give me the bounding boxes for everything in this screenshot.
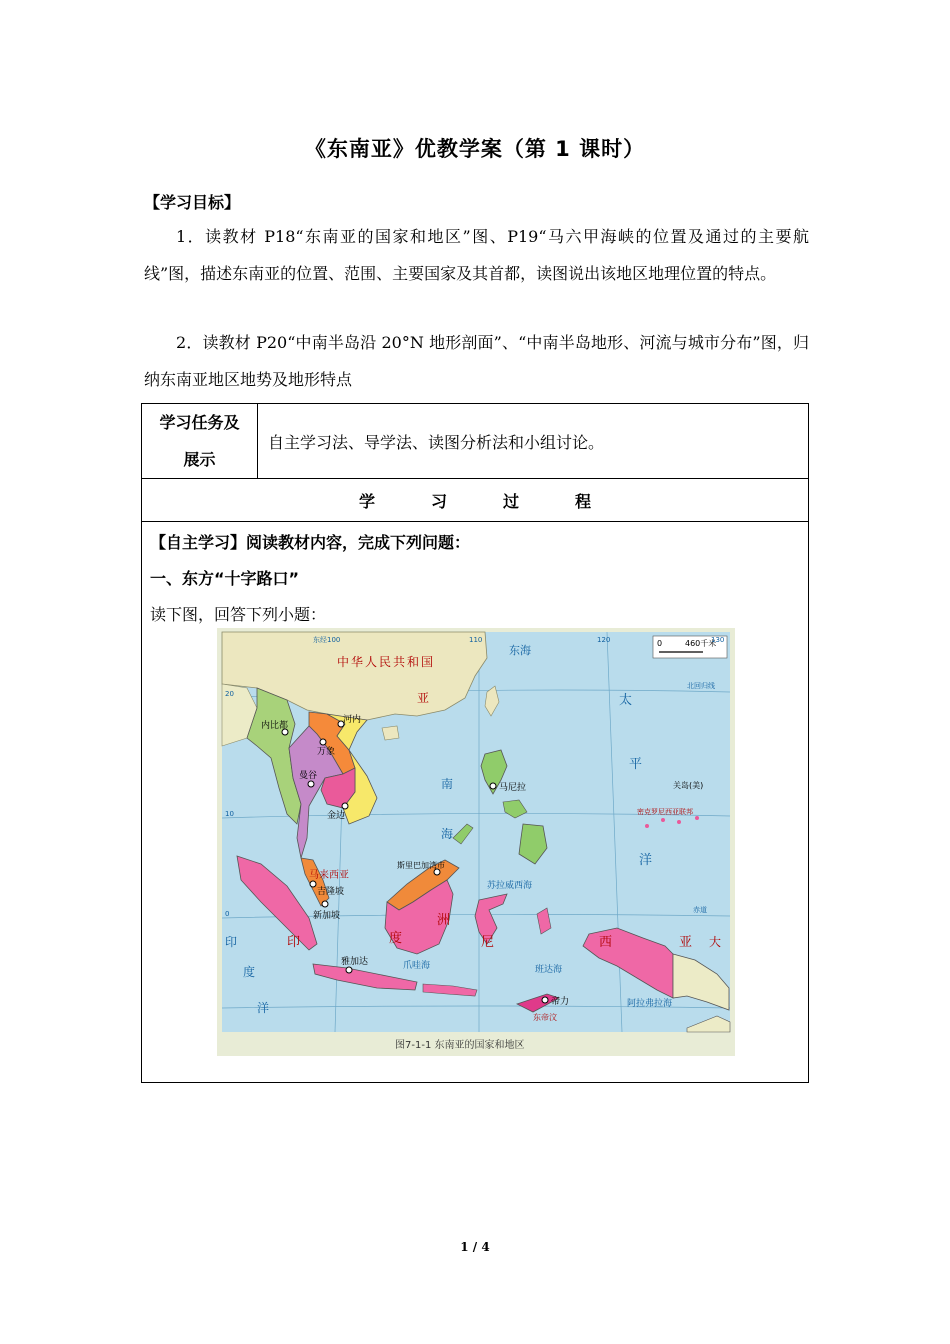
china-label: 中华人民共和国 <box>337 655 436 669</box>
timor-label: 东帝汶 <box>533 1013 557 1022</box>
process-body <box>142 522 809 1083</box>
micronesia-label: 密克罗尼西亚联邦 <box>637 808 693 816</box>
indonesia-label-1: 印 <box>287 935 301 950</box>
instruction-text: 读下图，回答下列小题： <box>150 605 327 624</box>
bsb-label: 斯里巴加湾市 <box>397 861 445 870</box>
indian-ocean-label-1: 印 <box>225 935 238 949</box>
pacific-label-2: 平 <box>629 757 643 772</box>
south-china-sea-label-1: 南 <box>441 777 454 791</box>
lon-110-label: 110 <box>469 636 483 644</box>
hanoi-label: 河内 <box>343 715 362 725</box>
scale-zero: 0 <box>657 639 663 648</box>
asia-label: 亚 <box>417 691 430 705</box>
jakarta-label: 雅加达 <box>341 957 369 967</box>
lat-10-label: 10 <box>225 810 234 818</box>
map-caption: 图7-1-1 东南亚的国家和地区 <box>395 1040 525 1051</box>
objective-1: 1．读教材 P18“东南亚的国家和地区”图、P19“马六甲海峡的位置及通过的主要航线”图，描述东南亚的位置、范围、主要国家及其首都，读图说出该地区地理位置的特点。 <box>144 227 809 283</box>
naypyidaw-label: 内比都 <box>261 721 289 731</box>
singapore-label: 新加坡 <box>313 911 341 921</box>
page-number: 1 / 4 <box>460 1240 490 1254</box>
java-sea-label: 爪哇海 <box>403 961 431 971</box>
manila-label: 马尼拉 <box>499 783 527 793</box>
malaysia-label: 马来西亚 <box>309 870 349 881</box>
lat-20-label: 20 <box>225 690 234 698</box>
self-study-heading: 【自主学习】阅读教材内容，完成下列问题： <box>150 533 471 552</box>
equator-label: 赤道 <box>693 906 707 914</box>
lon-130-label: 130 <box>711 636 725 644</box>
indonesia-label-2: 度 <box>389 931 403 946</box>
document-title: 《东南亚》优教学案（第 1 课时） <box>304 137 646 161</box>
indonesia-label-4: 西 <box>599 935 613 950</box>
vientiane-label: 万象 <box>317 747 336 757</box>
objective-2: 2．读教材 P20“中南半岛沿 20°N 地形剖面”、“中南半岛地形、河流与城市分布”图，归纳东南亚地区地势及地形特点 <box>144 333 809 389</box>
pacific-label-1: 太 <box>619 693 633 708</box>
task-label-cell <box>142 404 258 479</box>
australia-label: 大 <box>709 935 722 949</box>
banda-sea-label: 班达海 <box>535 965 563 975</box>
scale-label: 460千米 <box>685 639 717 648</box>
methods-cell <box>258 404 809 479</box>
east-sea-label: 东海 <box>509 644 531 657</box>
southeast-asia-map <box>217 628 735 1056</box>
lat-0-label: 0 <box>225 910 230 918</box>
indian-ocean-label-2: 度 <box>243 965 256 979</box>
arafura-sea-label: 阿拉弗拉海 <box>627 999 673 1009</box>
indian-ocean-label-3: 洋 <box>257 1001 270 1015</box>
methods-text: 自主学习法、导学法、读图分析法和小组讨论。 <box>268 432 605 452</box>
asia-continent-label: 洲 <box>437 913 451 928</box>
objectives-heading: 【学习目标】 <box>144 193 241 212</box>
process-heading: 学 习 过 程 <box>142 479 809 522</box>
celebes-sea-label: 苏拉威西海 <box>487 881 533 891</box>
lon-100-label: 东经100 <box>313 636 341 644</box>
pacific-label-3: 洋 <box>639 853 653 868</box>
section-heading: 一、东方“十字路口” <box>150 569 300 588</box>
guam-label: 关岛(美) <box>673 781 704 790</box>
south-china-sea-label-2: 海 <box>441 827 454 841</box>
task-label: 学习任务及展示 <box>159 413 240 469</box>
kl-label: 吉隆坡 <box>317 887 345 897</box>
phnom-penh-label: 金边 <box>327 811 346 821</box>
bangkok-label: 曼谷 <box>299 771 318 781</box>
hainan-island <box>382 726 399 740</box>
study-table <box>141 403 809 1083</box>
indonesia-label-5: 亚 <box>679 935 693 950</box>
dili-label: 帝力 <box>551 997 570 1007</box>
lon-120-label: 120 <box>597 636 611 644</box>
tropic-label: 北回归线 <box>687 682 715 690</box>
indonesia-label-3: 尼 <box>481 935 495 950</box>
